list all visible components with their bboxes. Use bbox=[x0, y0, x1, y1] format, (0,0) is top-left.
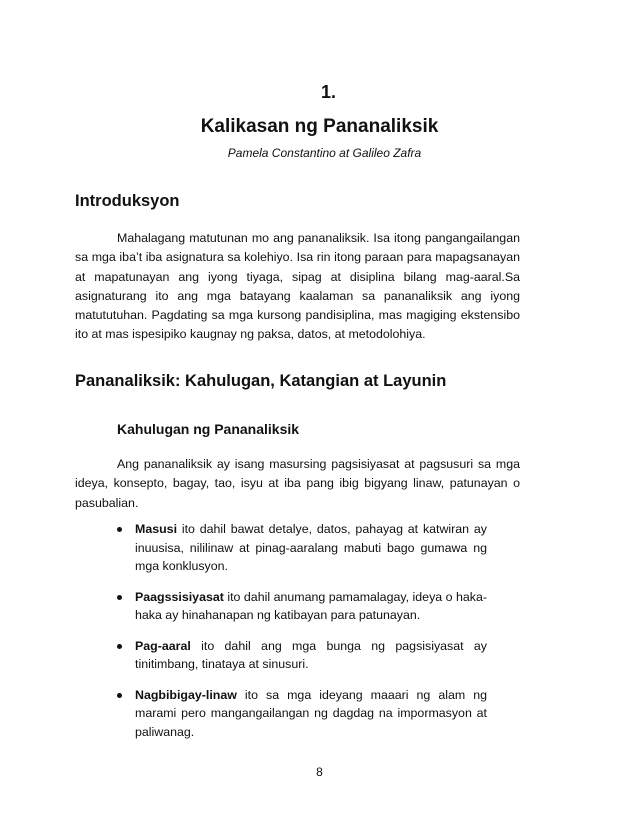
list-item bbox=[117, 520, 487, 576]
page-number: 8 bbox=[316, 765, 323, 779]
bullet-icon bbox=[117, 527, 122, 532]
chapter-number: 1. bbox=[320, 82, 336, 102]
list-item bbox=[117, 588, 487, 625]
list-item-term: Nagbibigay-linaw bbox=[135, 687, 237, 702]
list-item-text: ito dahil anumang pamamalagay, ideya o haka-haka ay hinahanapan ng katibayan para patunayan. bbox=[135, 589, 487, 622]
bullet-icon bbox=[117, 595, 122, 600]
introduction-paragraph bbox=[75, 229, 520, 345]
section-body: Ang pananaliksik ay isang masursing pagsisiyasat at pagsusuri sa mga ideya, konsepto, bagay, tao, isyu at iba pang ibig bigyang linaw, patunayan o pasubalian. bbox=[75, 457, 520, 510]
list-item-term: Paagssisiyasat bbox=[135, 589, 224, 604]
bullet-icon bbox=[117, 644, 122, 649]
list-item-term: Masusi bbox=[135, 522, 178, 536]
chapter-title: Kalikasan ng Pananaliksik bbox=[200, 116, 439, 137]
characteristics-list bbox=[117, 520, 487, 753]
subsection-heading: Kahulugan ng Pananaliksik bbox=[117, 421, 300, 437]
chapter-authors: Pamela Constantino at Galileo Zafra bbox=[227, 146, 422, 160]
list-item bbox=[117, 637, 487, 674]
list-item bbox=[117, 686, 487, 742]
introduction-heading: Introduksyon bbox=[75, 192, 180, 210]
bullet-icon bbox=[117, 693, 122, 698]
section-paragraph bbox=[75, 455, 520, 513]
list-item-text: ito dahil ang mga bunga ng pagsisiyasat ay tinitimbang, tinataya at sinusuri. bbox=[135, 638, 487, 671]
list-item-term: Pag-aaral bbox=[135, 638, 191, 653]
introduction-body: Mahalagang matutunan mo ang pananaliksik. Isa itong pangangailangan sa mga iba’t iba asignatura sa kolehiyo. Isa rin itong paraan para mapagsanayan at mapatunayan ang iyong tiyaga, sipag at disiplina bilang mag-aaral.Sa asignaturang ito ang mga batayang kaalaman sa pananaliksik ang iyong matututuhan. Pagdating sa mga kursong pandisiplina, mas magiging ekstensibo ito at mas ispesipiko kaugnay ng paksa, datos, at metodolohiya. bbox=[75, 231, 520, 342]
list-item-text: ito dahil bawat detalye, datos, pahayag at katwiran ay inuusisa, nililinaw at pinag-aaralang mabuti bago gumawa ng mga konklusyon. bbox=[135, 522, 487, 573]
list-item-text: ito sa mga ideyang maaari ng alam ng marami pero mangangailangan ng dagdag na impormasyon at paliwanag. bbox=[135, 687, 487, 739]
section-heading: Pananaliksik: Kahulugan, Katangian at Layunin bbox=[75, 372, 447, 390]
